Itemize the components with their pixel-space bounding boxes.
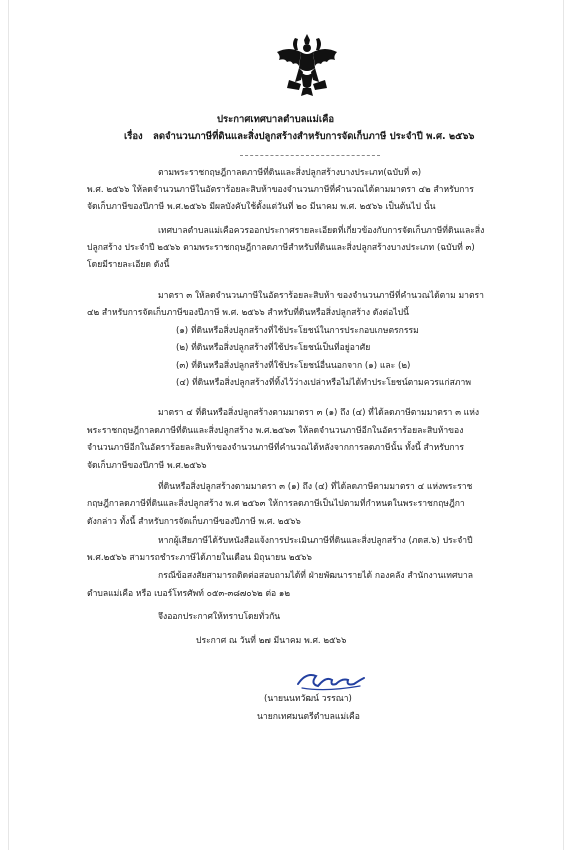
garuda-emblem-icon <box>271 32 343 98</box>
section3-line: มาตรา ๓ ให้ลดจำนวนภาษีในอัตราร้อยละสิบห้า ของจำนวนภาษีที่คำนวณได้ตาม มาตรา <box>158 291 484 301</box>
section3-item: (๒) ที่ดินหรือสิ่งปลูกสร้างที่ใช้ประโยชน์เป็นที่อยู่อาศัย <box>176 343 371 353</box>
closing-statement: จึงออกประกาศให้ทราบโดยทั่วกัน <box>158 612 281 622</box>
signer-title: นายกเทศมนตรีตำบลแม่เคือ <box>257 712 360 722</box>
section3-item: (๑) ที่ดินหรือสิ่งปลูกสร้างที่ใช้ประโยชน์ในการประกอบเกษตรกรรม <box>176 326 419 336</box>
intro-line: ตามพระราชกฤษฎีกาลดภาษีที่ดินและสิ่งปลูกสร้างบางประเภท(ฉบับที่ ๓) <box>158 168 422 178</box>
announcement-agency: ประกาศเทศบาลตำบลแม่เคือ <box>217 114 335 125</box>
payment-line: พ.ศ.๒๕๖๖ สามารถชำระภาษีได้ภายในเดือน มิถุนายน ๒๕๖๖ <box>87 553 312 563</box>
section4-line: จำนวนภาษีอีกในอัตราร้อยละสิบห้าของจำนวนภาษีที่คำนวณได้หลังจากการลดภาษีนั้น ทั้งนี้ สำหรับการ <box>87 443 464 453</box>
section3-item: (๔) ที่ดินหรือสิ่งปลูกสร้างที่ทิ้งไว้ว่างเปล่าหรือไม่ได้ทำประโยชน์ตามควรแก่สภาพ <box>176 378 472 388</box>
contact-line: กรณีข้อสงสัยสามารถติดต่อสอบถามได้ที่ ฝ่ายพัฒนารายได้ กองคลัง สำนักงานเทศบาล <box>158 571 473 581</box>
announcement-date: ประกาศ ณ วันที่ ๒๗ มีนาคม พ.ศ. ๒๕๖๖ <box>196 636 347 646</box>
contact-line: ตำบลแม่เคือ หรือ เบอร์โทรศัพท์ ๐๕๓-๓๘๗๐๖๒ ต่อ ๑๒ <box>87 589 291 599</box>
section4-line: มาตรา ๔ ที่ดินหรือสิ่งปลูกสร้างตามมาตรา ๓ (๑) ถึง (๔) ที่ได้ลดภาษีตามมาตรา ๓ แห่ง <box>158 408 480 418</box>
title-divider <box>240 155 380 156</box>
para5-line: กฤษฎีกาลดภาษีที่ดินและสิ่งปลูกสร้าง พ.ศ ๒๕๖๓ ให้การลดภาษีเป็นไปตามที่กำหนดในพระราชกฤษฎีกา <box>87 499 465 509</box>
payment-line: หากผู้เสียภาษีได้รับหนังสือแจ้งการประเมินภาษีที่ดินและสิ่งปลูกสร้าง (ภดส.๖) ประจำปี <box>158 536 473 546</box>
section4-line: จัดเก็บภาษีของปีภาษี พ.ศ.๒๕๖๖ <box>87 461 207 471</box>
para2-line: ปลูกสร้าง ประจำปี ๒๕๖๖ ตามพระราชกฤษฎีกาลดภาษีสำหรับที่ดินและสิ่งปลูกสร้างบางประเภท (ฉบับที่ ๓) <box>87 243 475 253</box>
signature-mark <box>296 666 366 694</box>
signer-name: (นายนนทวัฒน์ วรรณา) <box>264 694 352 704</box>
para2-line: เทศบาลตำบลแม่เคือควรออกประกาศรายละเอียดที่เกี่ยวข้องกับการจัดเก็บภาษีที่ดินและสิ่ง <box>158 226 485 236</box>
para2-line: โดยมีรายละเอียด ดังนี้ <box>87 260 170 270</box>
para5-line: ดังกล่าว ทั้งนี้ สำหรับการจัดเก็บภาษีของปีภาษี พ.ศ. ๒๕๖๖ <box>87 517 301 527</box>
page-edge-left <box>8 0 9 850</box>
page-edge-right <box>563 0 564 850</box>
section3-item: (๓) ที่ดินหรือสิ่งปลูกสร้างที่ใช้ประโยชน์อื่นนอกจาก (๑) และ (๒) <box>176 361 411 371</box>
para5-line: ที่ดินหรือสิ่งปลูกสร้างตามมาตรา ๓ (๑) ถึง (๔) ที่ได้ลดภาษีตามมาตรา ๔ แห่งพระราช <box>158 482 473 492</box>
announcement-subject: ลดจำนวนภาษีที่ดินและสิ่งปลูกสร้างสำหรับการจัดเก็บภาษี ประจำปี พ.ศ. ๒๕๖๖ <box>153 131 475 142</box>
intro-line: จัดเก็บภาษีของปีภาษี พ.ศ.๒๕๖๖ มีผลบังคับใช้ตั้งแต่วันที่ ๒๐ มีนาคม พ.ศ. ๒๕๖๖ เป็นต้นไป นั้น <box>87 202 436 212</box>
announcement-subject-label: เรื่อง <box>124 131 143 142</box>
section4-line: พระราชกฤษฎีกาลดภาษีที่ดินและสิ่งปลูกสร้าง พ.ศ.๒๕๖๓ ให้ลดจำนวนภาษีอีกในอัตราร้อยละสิบห้าของ <box>87 426 464 436</box>
section3-line: ๔๒ สำหรับการจัดเก็บภาษีของปีภาษี พ.ศ. ๒๕๖๖ สำหรับที่ดินหรือสิ่งปลูกสร้าง ดังต่อไปนี้ <box>87 308 409 318</box>
intro-line: พ.ศ. ๒๕๖๖ ให้ลดจำนวนภาษีในอัตราร้อยละสิบห้าของจำนวนภาษีที่คำนวณได้ตามมาตรา ๔๒ สำหรับการ <box>87 185 474 195</box>
